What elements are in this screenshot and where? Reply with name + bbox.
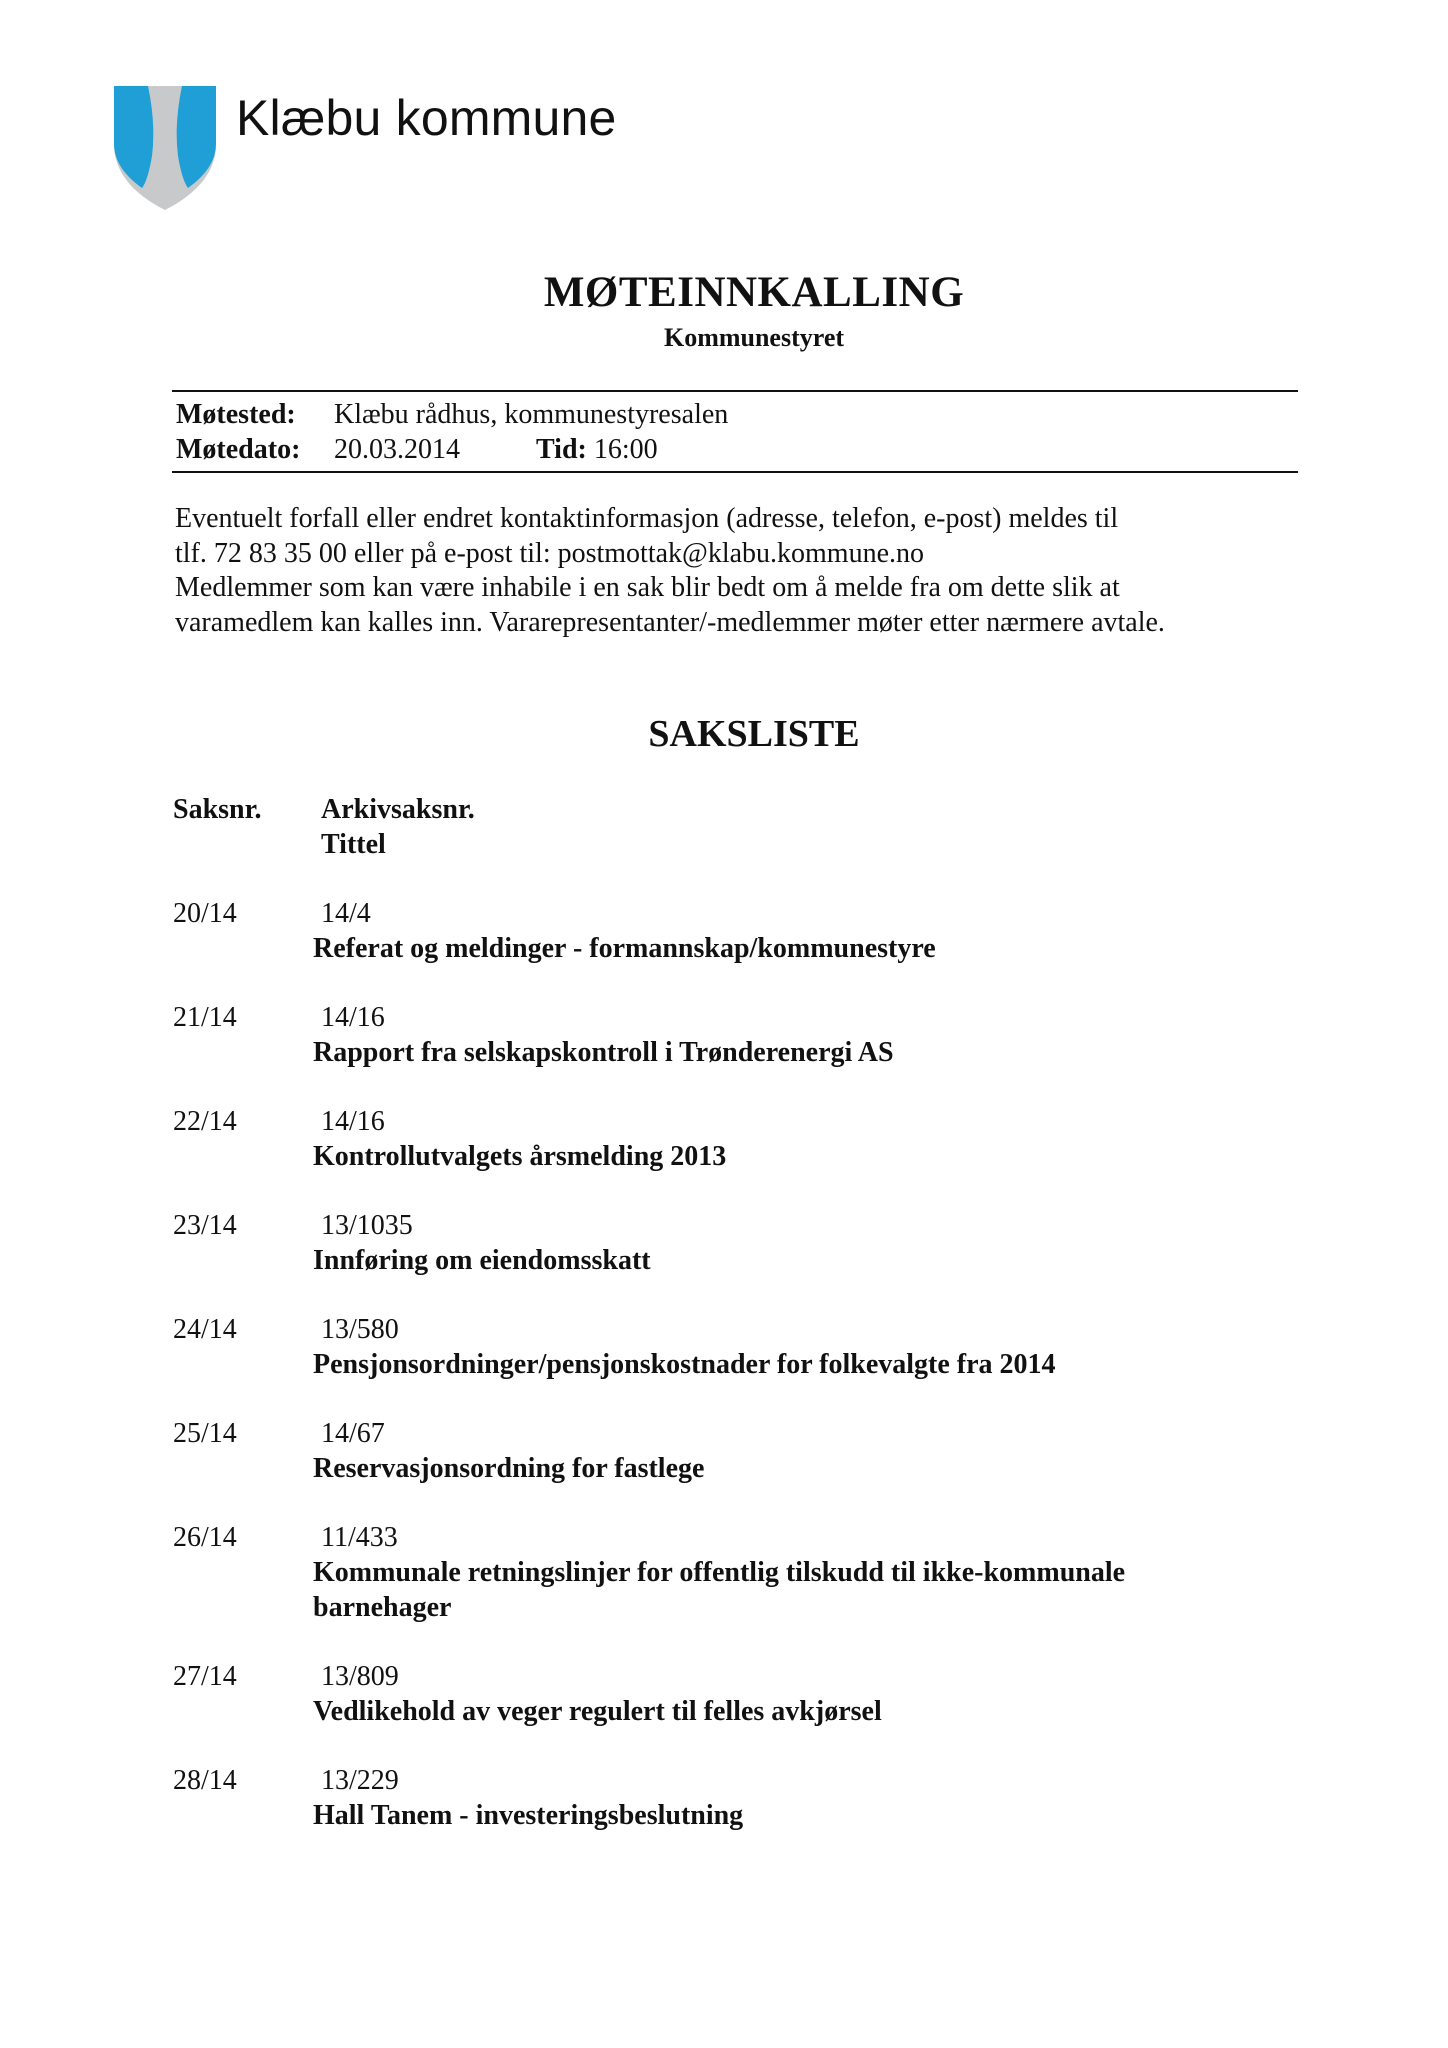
archive-number: 13/229 [321,1765,399,1796]
archive-number: 14/67 [321,1418,385,1449]
col-saksnr: Saksnr. [173,794,262,825]
case-number: 26/14 [173,1522,237,1553]
case-number: 20/14 [173,898,237,929]
case-item [173,1520,1313,1625]
case-title: Reservasjonsordning for fastlege [313,1453,705,1484]
col-tittel: Tittel [321,829,386,860]
meeting-info [172,390,1298,473]
case-list-header [173,792,1313,896]
case-item [173,1104,1313,1174]
page-header [112,84,617,212]
date-value: 20.03.2014 [334,434,460,465]
notice-line: tlf. 72 83 35 00 eller på e-post til: postmottak@klabu.kommune.no [175,537,925,569]
case-number: 21/14 [173,1002,237,1033]
case-number: 24/14 [173,1314,237,1345]
case-number: 22/14 [173,1106,237,1137]
case-item [173,1659,1313,1729]
organization-name: Klæbu kommune [236,90,617,146]
case-title: Innføring om eiendomsskatt [313,1245,651,1276]
archive-number: 13/1035 [321,1210,413,1241]
place-value: Klæbu rådhus, kommunestyresalen [334,399,729,430]
case-title: Kommunale retningslinjer for offentlig tilskudd til ikke-kommunale barnehager [313,1557,1126,1623]
archive-number: 13/809 [321,1661,399,1692]
notice-line: varamedlem kan kalles inn. Vararepresentanter/-medlemmer møter etter nærmere avtale. [175,606,1165,638]
case-title: Kontrollutvalgets årsmelding 2013 [313,1141,727,1172]
case-list [173,792,1313,1867]
municipal-crest-icon [112,84,218,212]
notice-text [175,502,1315,640]
archive-number: 14/16 [321,1106,385,1137]
case-item [173,1208,1313,1278]
date-label: Møtedato: [176,434,301,465]
case-title: Vedlikehold av veger regulert til felles avkjørsel [313,1696,882,1727]
case-number: 27/14 [173,1661,237,1692]
sakliste-heading [0,712,1448,756]
place-label: Møtested: [176,399,296,430]
time-value: 16:00 [593,434,658,465]
col-arkivsaksnr: Arkivsaksnr. [321,794,475,825]
case-item [173,1000,1313,1070]
case-title: Referat og meldinger - formannskap/kommunestyre [313,933,936,964]
case-item [173,1763,1313,1833]
sakliste-heading-text: SAKSLISTE [648,713,860,755]
case-item [173,896,1313,966]
case-number: 23/14 [173,1210,237,1241]
document-subtitle: Kommunestyret [663,323,845,352]
case-number: 25/14 [173,1418,237,1449]
time-label: Tid: [536,434,587,465]
document-title: MØTEINNKALLING [543,269,965,316]
archive-number: 11/433 [321,1522,398,1553]
case-title: Pensjonsordninger/pensjonskostnader for folkevalgte fra 2014 [313,1349,1056,1380]
archive-number: 13/580 [321,1314,399,1345]
case-title: Hall Tanem - investeringsbeslutning [313,1800,744,1831]
title-block [0,268,1448,353]
notice-line: Medlemmer som kan være inhabile i en sak blir bedt om å melde fra om dette slik at [175,572,1120,603]
case-title: Rapport fra selskapskontroll i Trønderenergi AS [313,1037,894,1068]
case-item [173,1416,1313,1486]
case-number: 28/14 [173,1765,237,1796]
case-item [173,1312,1313,1382]
meeting-place-row [176,397,1294,432]
archive-number: 14/16 [321,1002,385,1033]
meeting-date-row [176,432,1294,467]
time-field [536,432,658,467]
notice-line: Eventuelt forfall eller endret kontaktinformasjon (adresse, telefon, e-post) meldes til [175,503,1119,534]
archive-number: 14/4 [321,898,371,929]
